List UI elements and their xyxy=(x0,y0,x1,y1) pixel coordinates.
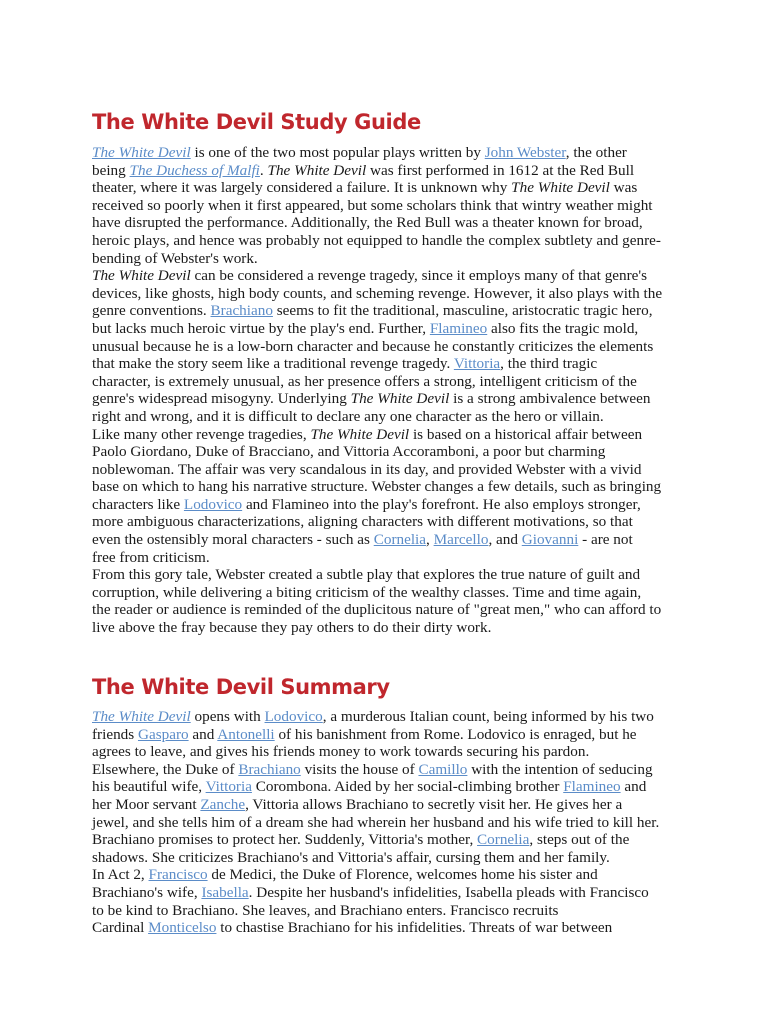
text-run: is based on a historical affair between xyxy=(409,425,643,443)
text-run: Like many other revenge tragedies, xyxy=(92,425,311,443)
text-run: Corombona. Aided by her social-climbing brother xyxy=(251,778,564,796)
text-run: his beautiful wife, xyxy=(92,778,206,796)
text-line xyxy=(92,355,676,373)
text-run: bending of Webster's work. xyxy=(92,249,258,267)
link-vittoria[interactable]: Vittoria xyxy=(205,778,252,796)
text-line xyxy=(92,250,676,268)
text-run: de Medici, the Duke of Florence, welcomes home his sister and xyxy=(207,866,598,884)
text-line xyxy=(92,902,676,920)
link-the-white-devil[interactable] xyxy=(92,144,191,161)
text-line xyxy=(92,338,676,356)
text-run: Brachiano's wife, xyxy=(92,883,202,901)
text-run: jewel, and she tells him of a dream she had wherein her husband and his wife tried to kill her. xyxy=(92,813,660,831)
text-line xyxy=(92,761,676,779)
link-isabella[interactable]: Isabella xyxy=(201,883,249,901)
text-run: opens with xyxy=(190,708,265,725)
text-line xyxy=(92,461,676,479)
text-run: . xyxy=(259,161,268,179)
text-line xyxy=(92,373,676,391)
text-line xyxy=(92,144,676,162)
text-run: with the intention of seducing xyxy=(467,760,653,778)
study-guide-title: The White Devil Study Guide xyxy=(92,110,421,134)
text-line xyxy=(92,390,676,408)
text-line xyxy=(92,778,676,796)
text-run: have disrupted the performance. Additionally, the Red Bull was a theater known for broad, xyxy=(92,214,643,232)
text-run: devices, like ghosts, high body counts, and scheming revenge. However, it also plays with the xyxy=(92,284,663,302)
text-run: In Act 2, xyxy=(92,866,149,884)
text-run: friends xyxy=(92,725,138,743)
text-line xyxy=(92,513,676,531)
link-brachiano[interactable]: Brachiano xyxy=(238,760,301,778)
italic-text: The White Devil xyxy=(350,390,450,408)
text-line xyxy=(92,884,676,902)
text-run: her Moor servant xyxy=(92,795,201,813)
text-run: theater, where it was largely considered a failure. It is unknown why xyxy=(92,179,512,197)
link-john-webster[interactable]: John Webster xyxy=(484,144,566,161)
text-line xyxy=(92,302,676,320)
link-cornelia[interactable]: Cornelia xyxy=(373,531,427,549)
text-run: also fits the tragic mold, xyxy=(487,319,639,337)
text-run: seems to fit the traditional, masculine, aristocratic tragic hero, xyxy=(272,302,653,320)
link-flamineo[interactable]: Flamineo xyxy=(563,778,621,796)
text-run: heroic plays, and hence was probably not equipped to handle the complex subtlety and genre- xyxy=(92,231,661,249)
link-camillo[interactable]: Camillo xyxy=(418,760,468,778)
link-the-duchess-of-malfi[interactable] xyxy=(130,162,260,179)
text-line xyxy=(92,831,676,849)
italic-text: The White Devil xyxy=(267,161,367,179)
link-gasparo[interactable]: Gasparo xyxy=(137,725,189,743)
text-run: the reader or audience is reminded of the duplicitous nature of "great men," who can afford to xyxy=(92,601,662,619)
text-line xyxy=(92,267,676,285)
text-run: right and wrong, and it is difficult to declare any one character as the hero or villain. xyxy=(92,407,604,425)
text-line xyxy=(92,601,676,619)
link-brachiano[interactable]: Brachiano xyxy=(210,302,273,320)
link-italic-text: The White Devil xyxy=(92,708,191,725)
text-line xyxy=(92,919,676,937)
link-francisco[interactable]: Francisco xyxy=(148,866,208,884)
link-cornelia[interactable]: Cornelia xyxy=(477,831,530,849)
text-line xyxy=(92,549,676,567)
text-run: . Despite her husband's infidelities, Isabella pleads with Francisco xyxy=(248,883,649,901)
text-line xyxy=(92,443,676,461)
text-run: to chastise Brachiano for his infidelities. Threats of war between xyxy=(216,919,613,937)
italic-text: The White Devil xyxy=(511,179,610,197)
text-run: , the other xyxy=(565,144,627,161)
text-line xyxy=(92,796,676,814)
link-monticelso[interactable]: Monticelso xyxy=(148,919,217,937)
text-run: , steps out of the xyxy=(529,831,630,849)
text-run: - are not xyxy=(578,531,633,549)
text-line xyxy=(92,566,676,584)
text-run: of his banishment from Rome. Lodovico is enraged, but he xyxy=(274,725,637,743)
text-run: visits the house of xyxy=(300,760,419,778)
text-run: noblewoman. The affair was very scandalous in its day, and provided Webster with a vivid xyxy=(92,460,642,478)
text-run: live above the fray because they pay others to do their dirty work. xyxy=(92,619,492,637)
text-run: and xyxy=(620,778,647,796)
text-run: to be kind to Brachiano. She leaves, and Brachiano enters. Francisco recruits xyxy=(92,901,559,919)
text-run: Cardinal xyxy=(92,919,149,937)
text-line xyxy=(92,849,676,867)
text-run: that make the story seem like a traditional revenge tragedy. xyxy=(92,355,454,373)
summary-title: The White Devil Summary xyxy=(92,675,390,699)
link-marcello[interactable]: Marcello xyxy=(433,531,489,549)
text-line xyxy=(92,478,676,496)
text-run: more ambiguous characterizations, aligning characters with different motivations, so that xyxy=(92,513,633,531)
text-line xyxy=(92,285,676,303)
link-lodovico[interactable]: Lodovico xyxy=(264,708,323,725)
text-run: , xyxy=(426,531,434,549)
link-flamineo[interactable]: Flamineo xyxy=(429,319,488,337)
text-line xyxy=(92,179,676,197)
text-run: was xyxy=(609,179,638,197)
text-line xyxy=(92,814,676,832)
text-run: Paolo Giordano, Duke of Bracciano, and Vittoria Accoramboni, a poor but charming xyxy=(92,443,606,461)
text-line xyxy=(92,708,676,726)
text-run: , Vittoria allows Brachiano to secretly visit her. He gives her a xyxy=(245,795,623,813)
text-run: can be considered a revenge tragedy, since it employs many of that genre's xyxy=(190,267,648,285)
link-italic-text: The White Devil xyxy=(92,144,191,161)
text-run: Elsewhere, the Duke of xyxy=(92,760,239,778)
link-lodovico[interactable]: Lodovico xyxy=(183,495,243,513)
text-run: is one of the two most popular plays written by xyxy=(190,144,485,161)
italic-text: The White Devil xyxy=(92,267,191,285)
text-line xyxy=(92,619,676,637)
link-italic-text: The Duchess of Malfi xyxy=(129,161,260,179)
link-giovanni[interactable]: Giovanni xyxy=(521,531,579,549)
link-the-white-devil[interactable] xyxy=(92,708,191,725)
text-line xyxy=(92,531,676,549)
text-line xyxy=(92,866,676,884)
link-vittoria[interactable]: Vittoria xyxy=(453,355,501,373)
text-run: unusual because he is a low-born character and because he constantly criticizes the elements xyxy=(92,337,654,355)
text-run: free from criticism. xyxy=(92,548,210,566)
text-run: , and xyxy=(488,531,522,549)
summary-body xyxy=(92,708,676,937)
text-run: From this gory tale, Webster created a subtle play that explores the true nature of guilt and xyxy=(92,566,641,584)
text-run: but lacks much heroic virtue by the play's end. Further, xyxy=(92,319,430,337)
text-run: even the ostensibly moral characters - such as xyxy=(92,531,374,549)
study-guide-body xyxy=(92,144,676,637)
text-run: corruption, while delivering a biting criticism of the wealthy classes. Time and time again, xyxy=(92,583,642,601)
text-run: shadows. She criticizes Brachiano's and Vittoria's affair, cursing them and her family. xyxy=(92,848,610,866)
text-line xyxy=(92,197,676,215)
text-run: and Flamineo into the play's forefront. He also employs stronger, xyxy=(242,495,641,513)
text-run: character, is extremely unusual, as her presence offers a strong, intelligent criticism of the xyxy=(92,372,637,390)
text-line xyxy=(92,162,676,180)
text-line xyxy=(92,584,676,602)
text-run: agrees to leave, and gives his friends money to work towards securing his pardon. xyxy=(92,743,590,761)
text-run: genre conventions. xyxy=(92,302,211,320)
text-line xyxy=(92,214,676,232)
text-run: Brachiano promises to protect her. Suddenly, Vittoria's mother, xyxy=(92,831,478,849)
text-run: is a strong ambivalence between xyxy=(449,390,651,408)
text-line xyxy=(92,232,676,250)
text-line xyxy=(92,408,676,426)
text-line xyxy=(92,743,676,761)
text-run: received so poorly when it first appeared, but some scholars think that wintry weather might xyxy=(92,196,653,214)
text-run: was first performed in 1612 at the Red Bull xyxy=(366,161,635,179)
text-run: being xyxy=(92,161,130,179)
text-line xyxy=(92,726,676,744)
link-zanche[interactable]: Zanche xyxy=(200,795,246,813)
text-run: characters like xyxy=(92,495,184,513)
italic-text: The White Devil xyxy=(310,425,410,443)
text-run: , a murderous Italian count, being informed by his two xyxy=(322,708,654,725)
link-antonelli[interactable]: Antonelli xyxy=(217,725,275,743)
text-run: and xyxy=(188,725,218,743)
text-run: genre's widespread misogyny. Underlying xyxy=(92,390,351,408)
text-line xyxy=(92,496,676,514)
text-line xyxy=(92,320,676,338)
text-run: base on which to hang his narrative structure. Webster changes a few details, such as bringing xyxy=(92,478,662,496)
text-run: , the third tragic xyxy=(500,355,598,373)
text-line xyxy=(92,426,676,444)
